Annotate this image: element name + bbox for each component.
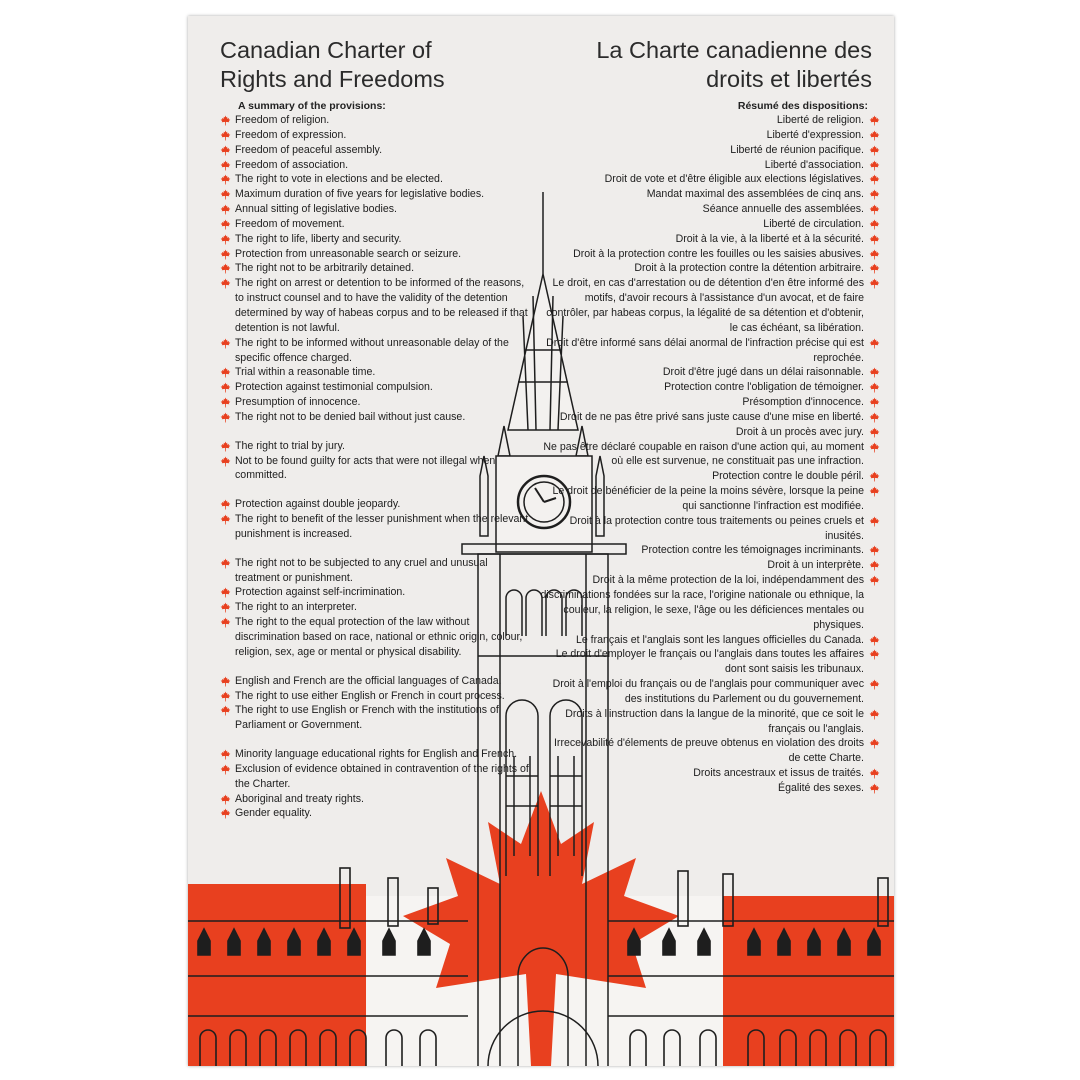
provision-item [540,410,880,425]
provision-item [220,674,530,689]
maple-leaf-icon [869,219,880,230]
provision-item [220,217,530,232]
provision-item [220,232,530,247]
provision-item [220,143,530,158]
provision-text: Protection against testimonial compulsion. [235,381,433,394]
provision-text: The right not to be arbitrarily detained. [235,262,415,275]
provision-item [220,497,530,512]
provision-item [540,736,880,766]
maple-leaf-icon [869,516,880,527]
provision-text: Le français et l'anglais sont les langues officielles du Canada. [575,633,864,646]
provision-text: The right not to be denied bail without just cause. [235,410,466,423]
provision-item [220,410,530,425]
provision-text: Séance annuelle des assemblées. [702,203,864,216]
provision-item [540,440,880,470]
maple-leaf-icon [869,382,880,393]
maple-leaf-icon [220,234,231,245]
provision-item [540,484,880,514]
maple-leaf-icon [220,676,231,687]
provision-item [540,647,880,677]
provision-item [540,514,880,544]
provision-item [220,276,530,335]
maple-leaf-icon [220,617,231,628]
provision-text: Présomption d'innocence. [742,396,864,409]
subtitle-english: A summary of the provisions: [238,100,386,112]
provision-text: Droit de vote et d'être éligible aux elections législatives. [604,173,864,186]
maple-leaf-icon [220,764,231,775]
maple-leaf-icon [869,263,880,274]
maple-leaf-icon [869,145,880,156]
provision-text: Liberté d'association. [764,158,864,171]
maple-leaf-icon [220,174,231,185]
provision-item [220,689,530,704]
provision-text: Droit à un procès avec jury. [735,425,864,438]
provision-item [220,454,530,484]
maple-leaf-icon [869,783,880,794]
provision-text: Liberté de réunion pacifique. [730,143,864,156]
maple-leaf-icon [220,382,231,393]
provision-item [220,202,530,217]
provision-item [220,113,530,128]
provision-item [220,261,530,276]
provision-item [220,380,530,395]
provision-text: Freedom of association. [235,158,349,171]
provision-text: The right to an interpreter. [235,601,357,614]
provision-item [220,172,530,187]
provision-item [540,766,880,781]
maple-leaf-icon [869,234,880,245]
maple-leaf-icon [220,412,231,423]
title-english [220,36,445,94]
provision-text: Aboriginal and treaty rights. [235,792,364,805]
provision-text: Le droit de bénéficier de la peine la moins sévère, lorsque la peine qui sanctionne l'infraction est modifiée. [552,485,864,512]
provision-text: The right to be informed without unreasonable delay of the specific offence charged. [235,336,509,364]
maple-leaf-icon [869,486,880,497]
provision-text: The right to trial by jury. [235,439,345,452]
maple-leaf-icon [220,367,231,378]
provision-text: Irrecevabilité d'élements de preuve obtenus en violation des droits de cette Charte. [553,737,864,765]
provision-item [540,158,880,173]
provision-item [220,439,530,454]
provision-text: Droit de ne pas être privé sans juste cause d'une mise en liberté. [559,410,864,423]
maple-leaf-icon [220,587,231,598]
provision-item [220,600,530,615]
maple-leaf-icon [869,130,880,141]
maple-leaf-icon [220,145,231,156]
maple-leaf-icon [869,249,880,260]
tea-towel [188,16,894,1066]
provision-text: Liberté d'expression. [766,128,864,141]
maple-leaf-icon [869,560,880,571]
provision-text: Droits ancestraux et issus de traités. [693,767,864,780]
maple-leaf-icon [220,397,231,408]
provision-text: Freedom of expression. [235,128,347,141]
maple-leaf-icon [869,442,880,453]
maple-leaf-icon [869,160,880,171]
provision-text: Droit d'être jugé dans un délai raisonnable. [662,366,864,379]
maple-leaf-icon [220,749,231,760]
maple-leaf-icon [220,160,231,171]
maple-leaf-icon [220,278,231,289]
provision-item [540,365,880,380]
provision-item [220,792,530,807]
provision-item [540,336,880,366]
maple-leaf-icon [869,427,880,438]
provision-item [540,543,880,558]
maple-leaf-icon [869,649,880,660]
provision-item [220,747,530,762]
maple-leaf-icon [869,738,880,749]
provision-text: Le droit d'employer le français ou l'anglais dans toutes les affaires dont sont saisis les tribunaux. [555,648,864,676]
provision-item [220,336,530,366]
provision-item [220,365,530,380]
maple-leaf-icon [869,545,880,556]
provision-item [540,573,880,632]
provision-text: Droit à la vie, à la liberté et à la sécurité. [675,232,864,245]
provision-item [220,247,530,262]
provision-text: Droit à la protection contre tous traitements ou peines cruels et inusités. [569,514,864,542]
provision-item [220,512,530,542]
provision-item [540,247,880,262]
provision-item [540,677,880,707]
provision-text: The right to the equal protection of the law without discrimination based on race, national or ethnic origin, colour, religion, sex, age or mental or physical disability. [235,616,523,658]
maple-leaf-icon [220,705,231,716]
title-french-line1: La Charte canadienne des [596,37,872,63]
provision-item [220,187,530,202]
provision-item [540,232,880,247]
provision-text: Ne pas être déclaré coupable en raison d'une action qui, au moment où elle est survenue, ne constituait pas une infraction. [543,440,864,468]
provision-text: Freedom of peaceful assembly. [235,143,383,156]
maple-leaf-icon [869,204,880,215]
provision-text: Droit d'être informé sans délai anormal de l'infraction précise qui est reprochée. [546,336,864,364]
provision-item [540,633,880,648]
maple-leaf-icon [869,471,880,482]
provision-text: Presumption of innocence. [235,396,361,409]
provision-text: Minority language educational rights for English and French. [235,748,518,761]
title-english-line1: Canadian Charter of [220,37,432,63]
title-french-line2: droits et libertés [706,66,872,92]
maple-leaf-icon [220,189,231,200]
provision-item [220,762,530,792]
maple-leaf-icon [220,249,231,260]
title-french [596,36,872,94]
provision-item [540,425,880,440]
maple-leaf-icon [220,130,231,141]
provision-text: Droit à l'emploi du français ou de l'anglais pour communiquer avec des institutions du Parlement ou du gouvernement. [552,678,864,705]
maple-leaf-icon [220,338,231,349]
provision-text: The right to vote in elections and be elected. [235,173,443,186]
maple-leaf-icon [869,115,880,126]
provision-text: The right to use either English or French in court process. [235,689,505,702]
provision-item [220,128,530,143]
provision-text: The right to life, liberty and security. [235,232,402,245]
provision-text: English and French are the official languages of Canada. [235,674,502,687]
maple-leaf-icon [869,189,880,200]
maple-leaf-icon [220,115,231,126]
maple-leaf-icon [220,691,231,702]
provision-text: Droit à la protection contre les fouilles ou les saisies abusives. [573,247,864,260]
maple-leaf-icon [220,456,231,467]
provision-item [220,585,530,600]
provision-text: Droit à un interprète. [767,559,864,572]
provision-item [220,615,530,660]
provisions-list-english [220,113,530,821]
maple-leaf-icon [869,575,880,586]
maple-leaf-icon [220,602,231,613]
maple-leaf-icon [869,412,880,423]
provision-item [540,202,880,217]
provision-text: Protection contre les témoignages incriminants. [641,544,864,557]
maple-leaf-icon [220,219,231,230]
provision-text: Protection contre l'obligation de témoigner. [664,381,864,394]
provision-item [220,395,530,410]
provision-item [540,395,880,410]
provision-item [540,128,880,143]
provision-item [220,703,530,733]
provision-text: Annual sitting of legislative bodies. [235,203,397,216]
maple-leaf-icon [220,263,231,274]
provision-text: The right to benefit of the lesser punishment when the relevant punishment is increased. [235,513,529,540]
provision-item [540,187,880,202]
provision-item [540,469,880,484]
provision-text: Égalité des sexes. [778,781,864,794]
provision-item [540,781,880,796]
provision-item [220,158,530,173]
maple-leaf-icon [869,635,880,646]
provision-item [220,556,530,586]
provision-text: Freedom of movement. [235,217,345,230]
maple-leaf-icon [220,514,231,525]
maple-leaf-icon [869,768,880,779]
provision-item [540,276,880,335]
provision-text: Liberté de circulation. [763,217,864,230]
provision-item [220,806,530,821]
provision-text: Mandat maximal des assemblées de cinq ans. [646,188,864,201]
provision-item [540,113,880,128]
provision-item [540,707,880,737]
provision-text: Droit à la même protection de la loi, indépendamment des discriminations fondées sur la race, l'origine nationale ou ethnique, la couleur, la religion, le sexe, l'âge ou les déficiences mentales ou physiques. [540,574,864,631]
provision-text: Droits à l'instruction dans la langue de la minorité, que ce soit le français ou l'anglais. [565,707,864,735]
provision-text: The right to use English or French with the institutions of Parliament or Government. [235,704,499,732]
provision-text: Gender equality. [235,807,312,820]
maple-leaf-icon [869,278,880,289]
provision-item [540,172,880,187]
provision-text: Maximum duration of five years for legislative bodies. [235,188,485,201]
maple-leaf-icon [220,204,231,215]
maple-leaf-icon [220,808,231,819]
provision-item [540,261,880,276]
provision-text: Protection against double jeopardy. [235,498,401,511]
title-english-line2: Rights and Freedoms [220,66,445,92]
provision-text: The right on arrest or detention to be informed of the reasons, to instruct counsel and to have the validity of the detention determined by way of habeas corpus and to be released if that detention is not lawful. [235,277,528,334]
provision-text: Liberté de religion. [776,114,864,126]
provision-text: Trial within a reasonable time. [235,366,376,379]
provision-item [540,143,880,158]
provision-text: Exclusion of evidence obtained in contravention of the rights of the Charter. [235,762,529,790]
provision-item [540,380,880,395]
maple-leaf-icon [869,367,880,378]
maple-leaf-icon [869,397,880,408]
maple-leaf-icon [869,338,880,349]
provision-item [540,558,880,573]
provision-text: Protection contre le double péril. [712,470,864,483]
maple-leaf-icon [220,558,231,569]
provision-text: Not to be found guilty for acts that were not illegal when committed. [235,454,496,482]
maple-leaf-icon [220,441,231,452]
provision-text: Protection against self-incrimination. [235,586,406,599]
provision-item [540,217,880,232]
maple-leaf-icon [869,709,880,720]
provision-text: The right not to be subjected to any cruel and unusual treatment or punishment. [235,556,488,584]
maple-leaf-icon [220,794,231,805]
maple-leaf-icon [869,679,880,690]
provisions-list-french [540,113,880,796]
maple-leaf-icon [220,499,231,510]
provision-text: Droit à la protection contre la détention arbitraire. [634,262,864,275]
provision-text: Freedom of religion. [235,114,330,126]
maple-leaf-icon [869,174,880,185]
provision-text: Protection from unreasonable search or seizure. [235,247,462,260]
provision-text: Le droit, en cas d'arrestation ou de détention d'en être informé des motifs, d'avoir recours à l'assistance d'un avocat, et de faire contrôler, par habeas corpus, la légalité de sa détention et d'obtenir, le cas échéant, sa libération. [546,277,864,334]
subtitle-french: Résumé des dispositions: [737,100,868,112]
